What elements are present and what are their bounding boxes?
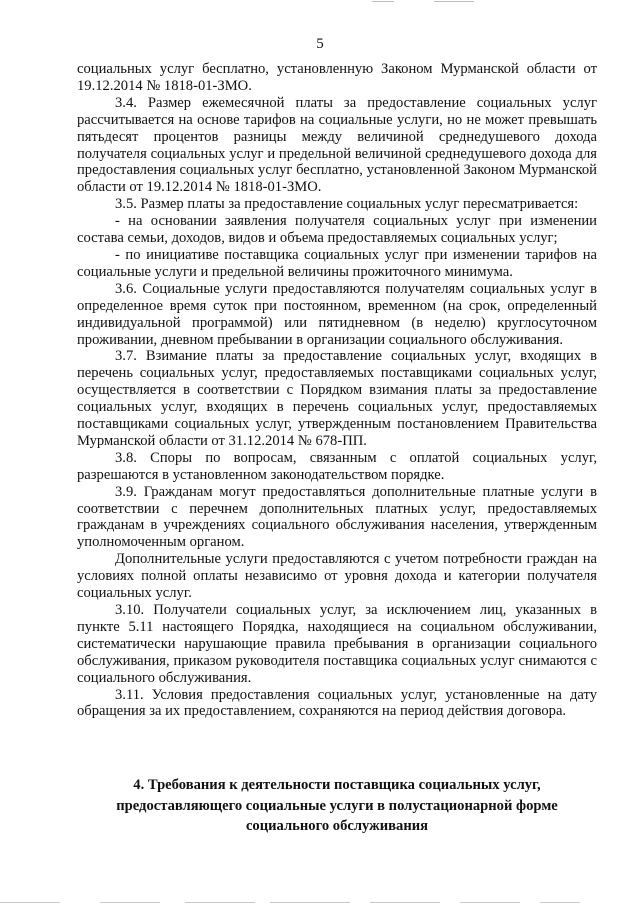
paragraph-3-10: 3.10. Получатели социальных услуг, за исключением лиц, указанных в пункте 5.11 настоящего Порядка, находящиеся на социальном обслуживании, систематически нарушающие правила пребывания в организации социального обслуживания, приказом руководителя поставщика социальных услуг снимаются с социального обслуживания. — [77, 602, 597, 686]
page-number: 5 — [316, 36, 324, 52]
section-heading-line-3: социального обслуживания — [245, 818, 429, 834]
scan-artifact-bottom — [0, 900, 640, 905]
section-heading-line-2: предоставляющего социальные услуги в полустационарной форме — [116, 797, 558, 814]
section-heading-line-1: 4. Требования к деятельности поставщика социальных услуг, — [133, 777, 541, 793]
section-heading — [77, 775, 597, 837]
list-item-application: - на основании заявления получателя социальных услуг при изменении состава семьи, доходов, видов и объема предоставляемых социальных услуг; — [77, 213, 597, 247]
paragraph-3-4: 3.4. Размер ежемесячной платы за предоставление социальных услуг рассчитывается на основе тарифов на социальные услуги, но не может превышать пятьдесят процентов разницы между величиной среднедушевого дохода получателя социальных услуг и предельной величиной среднедушевого дохода для предоставления социальных услуг бесплатно, установленной Законом Мурманской области от 19.12.2014 № 1818-01-ЗМО. — [77, 94, 597, 196]
paragraph-additional-services: Дополнительные услуги предоставляются с учетом потребности граждан на условиях полной оплаты независимо от уровня дохода и категории получателя социальных услуг. — [77, 551, 597, 602]
paragraph-3-9: 3.9. Гражданам могут предоставляться дополнительные платные услуги в соответствии с перечнем дополнительных платных услуг, предоставляемых гражданам в учреждениях социального обслуживания населения, утвержденным уполномоченным органом. — [77, 483, 597, 551]
paragraph-3-7: 3.7. Взимание платы за предоставление социальных услуг, входящих в перечень социальных услуг, предоставляемых поставщиками социальных услуг, осуществляется в соответствии с Порядком взимания платы за предоставление социальных услуг, входящих в перечень социальных услуг, предоставляемых поставщиками социальных услуг, утвержденным постановлением Правительства Мурманской области от 31.12.2014 № 678-ПП. — [77, 348, 597, 449]
paragraph-3-11: 3.11. Условия предоставления социальных услуг, установленные на дату обращения за их предоставлением, сохраняются на период действия договора. — [77, 686, 597, 720]
scan-artifact-top — [372, 0, 492, 4]
list-item-initiative: - по инициативе поставщика социальных услуг при изменении тарифов на социальные услуги и предельной величины прожиточного минимума. — [77, 246, 597, 280]
paragraph-continuation: социальных услуг бесплатно, установленную Законом Мурманской области от 19.12.2014 № 1818-01-ЗМО. — [77, 61, 597, 94]
document-body — [77, 61, 597, 720]
paragraph-3-5: 3.5. Размер платы за предоставление социальных услуг пересматривается: — [115, 196, 579, 213]
paragraph-3-6: 3.6. Социальные услуги предоставляются получателям социальных услуг в определенное время суток при постоянном, временном (на срок, определенный индивидуальной программой) или пятидневном (в неделю) круглосуточном проживании, дневном пребывании в организации социального обслуживания. — [77, 280, 597, 348]
paragraph-3-8: 3.8. Споры по вопросам, связанным с оплатой социальных услуг, разрешаются в установленном законодательством порядке. — [77, 449, 597, 483]
